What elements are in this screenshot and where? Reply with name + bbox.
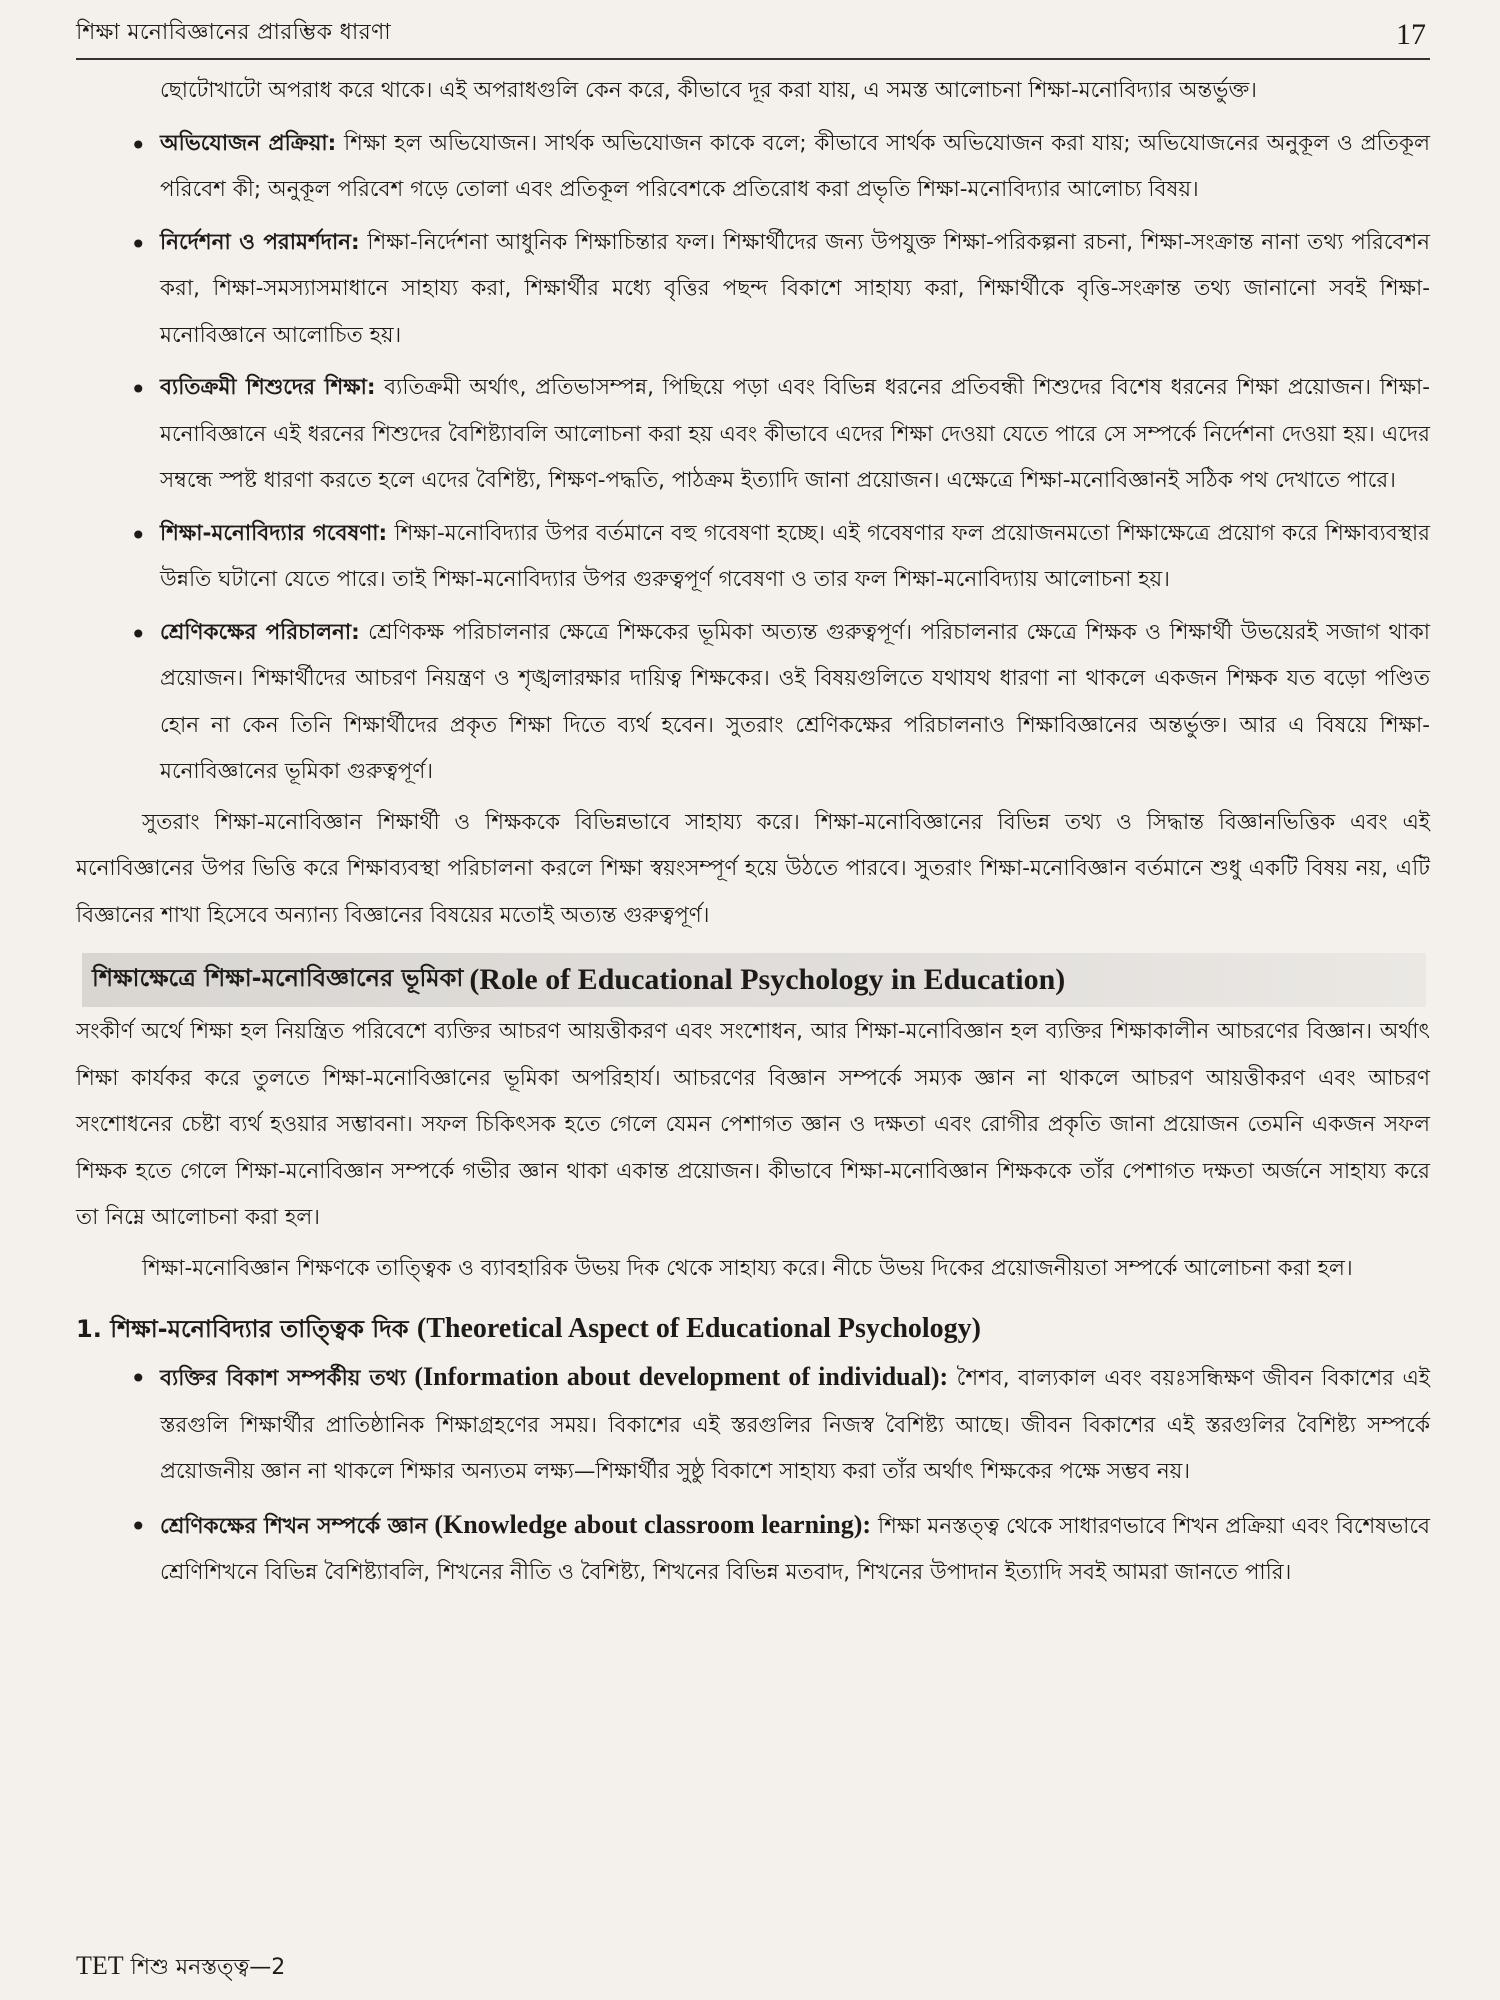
bullet-text: শিক্ষা মনস্তত্ত্ব থেকে সাধারণভাবে শিখন প্রক্রিয়া এবং বিশেষভাবে শ্রেণিশিখনে বিভিন্ন বৈশিষ্ট্যাবলি, শিখনের নীতি ও বৈশিষ্ট্য, শিখনের বিভিন্ন মতবাদ, শিখনের উপাদান ইত্যাদি সবই আমরা জানতে পারি। [160, 1513, 1430, 1585]
bullet-item-exceptional-children [76, 365, 1430, 505]
bullet-dot-icon: • [130, 617, 147, 651]
page-number: 17 [1396, 18, 1426, 51]
bullet-text: শ্রেণিকক্ষ পরিচালনার ক্ষেত্রে শিক্ষকের ভূমিকা অত্যন্ত গুরুত্বপূর্ণ। পরিচালনার ক্ষেত্রে শিক্ষক ও শিক্ষার্থী উভয়েরই সজাগ থাকা প্রয়োজন। শিক্ষার্থীদের আচরণ নিয়ন্ত্রণ ও শৃঙ্খলারক্ষার দায়িত্ব শিক্ষকের। ওই বিষয়গুলিতে যথাযথ ধারণা না থাকলে একজন শিক্ষক যত বড়ো পণ্ডিত হোন না কেন তিনি শিক্ষার্থীদের প্রকৃত শিক্ষা দিতে ব্যর্থ হবেন। সুতরাং শ্রেণিকক্ষের পরিচালনাও শিক্ষাবিজ্ঞানের অন্তর্ভুক্ত। আর এ বিষয়ে শিক্ষা-মনোবিজ্ঞানের ভূমিকা গুরুত্বপূর্ণ। [160, 619, 1430, 784]
bullet-item-guidance [76, 220, 1430, 360]
bullet-dot-icon: • [130, 128, 147, 162]
bullet-text: শৈশব, বাল্যকাল এবং বয়ঃসন্ধিক্ষণ জীবন বিকাশের এই স্তরগুলি শিক্ষার্থীর প্রাতিষ্ঠানিক শিক্ষাগ্রহণের সময়। বিকাশের এই স্তরগুলির নিজস্ব বৈশিষ্ট্য আছে। জীবন বিকাশের এই স্তরগুলির বৈশিষ্ট্য সম্পর্কে প্রয়োজনীয় জ্ঞান না থাকলে শিক্ষার অন্যতম লক্ষ্য—শিক্ষার্থীর সুষ্ঠু বিকাশে সাহায্য করা তাঁর অর্থাৎ শিক্ষকের পক্ষে সম্ভব নয়। [160, 1366, 1430, 1484]
section-heading-banner [82, 953, 1426, 1007]
bullet-dot-icon: • [130, 227, 147, 261]
bullet-dot-icon: • [130, 1509, 147, 1543]
bullet-text: ব্যতিক্রমী অর্থাৎ, প্রতিভাসম্পন্ন, পিছিয়ে পড়া এবং বিভিন্ন ধরনের প্রতিবন্ধী শিশুদের বিশেষ ধরনের শিক্ষা প্রয়োজন। শিক্ষা-মনোবিজ্ঞানে এই ধরনের শিশুদের বৈশিষ্ট্যাবলি আলোচনা করা হয় এবং কীভাবে এদের শিক্ষা দেওয়া যেতে পারে সে সম্পর্কে নির্দেশনা দেওয়া হয়। এদের সম্বন্ধে স্পষ্ট ধারণা করতে হলে এদের বৈশিষ্ট্য, শিক্ষণ-পদ্ধতি, পাঠক্রম ইত্যাদি জানা প্রয়োজন। এক্ষেত্রে শিক্ষা-মনোবিজ্ঞানই সঠিক পথ দেখাতে পারে। [160, 375, 1430, 493]
running-header [76, 14, 1430, 60]
bullet-term: শিক্ষা-মনোবিদ্যার গবেষণা: [160, 520, 388, 546]
bullet-text: শিক্ষা হল অভিযোজন। সার্থক অভিযোজন কাকে বলে; কীভাবে সার্থক অভিযোজন করা যায়; অভিযোজনের অনুকূল ও প্রতিকূল পরিবেশ কী; অনুকূল পরিবেশ গড়ে তোলা এবং প্রতিকূল পরিবেশকে প্রতিরোধ করা প্রভৃতি শিক্ষা-মনোবিদ্যার আলোচ্য বিষয়। [160, 130, 1430, 202]
subsection-heading [76, 1306, 1430, 1352]
subsection-number: 1. [76, 1315, 102, 1343]
subsection-title-english: (Theoretical Aspect of Educational Psychology) [416, 1313, 981, 1344]
section-title-english: (Role of Educational Psychology in Education) [469, 963, 1066, 996]
continuation-paragraph: ছোটোখাটো অপরাধ করে থাকে। এই অপরাধগুলি কেন করে, কীভাবে দূর করা যায়, এ সমস্ত আলোচনা শিক্ষা-মনোবিদ্যার অন্তর্ভুক্ত। [160, 78, 1257, 103]
footer-text: শিশু মনস্তত্ত্ব—2 [123, 1955, 286, 1980]
section-paragraph-1: সংকীর্ণ অর্থে শিক্ষা হল নিয়ন্ত্রিত পরিবেশে ব্যক্তির আচরণ আয়ত্তীকরণ এবং সংশোধন, আর শিক্ষা-মনোবিজ্ঞান হল ব্যক্তির শিক্ষাকালীন আচরণের বিজ্ঞান। অর্থাৎ শিক্ষা কার্যকর করে তুলতে শিক্ষা-মনোবিজ্ঞানের ভূমিকা অপরিহার্য। আচরণের বিজ্ঞান সম্পর্কে সম্যক জ্ঞান না থাকলে আচরণ আয়ত্তীকরণ এবং আচরণ সংশোধনের চেষ্টা ব্যর্থ হওয়ার সম্ভাবনা। সফল চিকিৎসক হতে গেলে যেমন পেশাগত জ্ঞান ও দক্ষতা এবং রোগীর প্রকৃতি জানা প্রয়োজন তেমনি একজন সফল শিক্ষক হতে গেলে শিক্ষা-মনোবিজ্ঞান সম্পর্কে গভীর জ্ঞান থাকা একান্ত প্রয়োজন। কীভাবে শিক্ষা-মনোবিজ্ঞান শিক্ষককে তাঁর পেশাগত দক্ষতা অর্জনে সাহায্য করে তা নিম্নে আলোচনা করা হল। [76, 1019, 1430, 1230]
summary-paragraph: সুতরাং শিক্ষা-মনোবিজ্ঞান শিক্ষার্থী ও শিক্ষককে বিভিন্নভাবে সাহায্য করে। শিক্ষা-মনোবিজ্ঞানের বিভিন্ন তথ্য ও সিদ্ধান্ত বিজ্ঞানভিত্তিক এবং এই মনোবিজ্ঞানের উপর ভিত্তি করে শিক্ষাব্যবস্থা পরিচালনা করলে শিক্ষা স্বয়ংসম্পূর্ণ হয়ে উঠতে পারবে। সুতরাং শিক্ষা-মনোবিজ্ঞান বর্তমানে শুধু একটি বিষয় নয়, এটি বিজ্ঞানের শাখা হিসেবে অন্যান্য বিজ্ঞানের বিষয়ের মতোই অত্যন্ত গুরুত্বপূর্ণ। [76, 809, 1430, 928]
bullet-item-classroom-management [76, 610, 1430, 796]
bullet-text: শিক্ষা-মনোবিদ্যার উপর বর্তমানে বহু গবেষণা হচ্ছে। এই গবেষণার ফল প্রয়োজনমতো শিক্ষাক্ষেত্রে প্রয়োগ করে শিক্ষাব্যবস্থার উন্নতি ঘটানো যেতে পারে। তাই শিক্ষা-মনোবিদ্যার উপর গুরুত্বপূর্ণ গবেষণা ও তার ফল শিক্ষা-মনোবিদ্যায় আলোচনা হয়। [160, 520, 1430, 592]
section-paragraph-2: শিক্ষা-মনোবিজ্ঞান শিক্ষণকে তাত্ত্বিক ও ব্যাবহারিক উভয় দিক থেকে সাহায্য করে। নীচে উভয় দিকের প্রয়োজনীয়তা সম্পর্কে আলোচনা করা হল। [142, 1255, 1353, 1281]
bullet-term: অভিযোজন প্রক্রিয়া: [160, 130, 337, 156]
bullet-dot-icon: • [130, 1362, 147, 1395]
running-title: শিক্ষা মনোবিজ্ঞানের প্রারম্ভিক ধারণা [76, 20, 391, 45]
bullet-dot-icon: • [130, 518, 147, 552]
subsection-title-bengali: শিক্ষা-মনোবিদ্যার তাত্ত্বিক দিক [110, 1315, 409, 1343]
bullet-list-theoretical [76, 1354, 1430, 1597]
bullet-text: শিক্ষা-নির্দেশনা আধুনিক শিক্ষাচিন্তার ফল। শিক্ষার্থীদের জন্য উপযুক্ত শিক্ষা-পরিকল্পনা রচনা, শিক্ষা-সংক্রান্ত নানা তথ্য পরিবেশন করা, শিক্ষা-সমস্যাসমাধানে সাহায্য করা, শিক্ষার্থীর মধ্যে বৃত্তির পছন্দ বিকাশে সাহায্য করা, শিক্ষার্থীকে বৃত্তি-সংক্রান্ত তথ্য জানানো সবই শিক্ষা-মনোবিজ্ঞানে আলোচিত হয়। [160, 229, 1430, 348]
bullet-item-classroom-learning [76, 1502, 1430, 1597]
bullet-term: নির্দেশনা ও পরামর্শদান: [160, 229, 360, 255]
bullet-item-research [76, 511, 1430, 604]
section-title-bengali: শিক্ষাক্ষেত্রে শিক্ষা-মনোবিজ্ঞানের ভূমিকা [92, 964, 464, 992]
bullet-term: শ্রেণিকক্ষের পরিচালনা: [160, 619, 360, 645]
bullet-item-adjustment [76, 121, 1430, 214]
bullet-term: ব্যতিক্রমী শিশুদের শিক্ষা: [160, 375, 376, 400]
bullet-term: ব্যক্তির বিকাশ সম্পর্কীয় তথ্য [160, 1366, 406, 1391]
bullet-item-development-info [76, 1354, 1430, 1496]
bullet-term: শ্রেণিকক্ষের শিখন সম্পর্কে জ্ঞান [160, 1513, 428, 1539]
bullet-list-topics [76, 121, 1430, 796]
bullet-term-english: (Knowledge about classroom learning): [434, 1509, 872, 1539]
bullet-dot-icon: • [130, 373, 147, 406]
bullet-term-english: (Information about development of individual): [414, 1362, 949, 1391]
page-footer [76, 1950, 285, 1987]
footer-tet: TET [76, 1951, 124, 1980]
